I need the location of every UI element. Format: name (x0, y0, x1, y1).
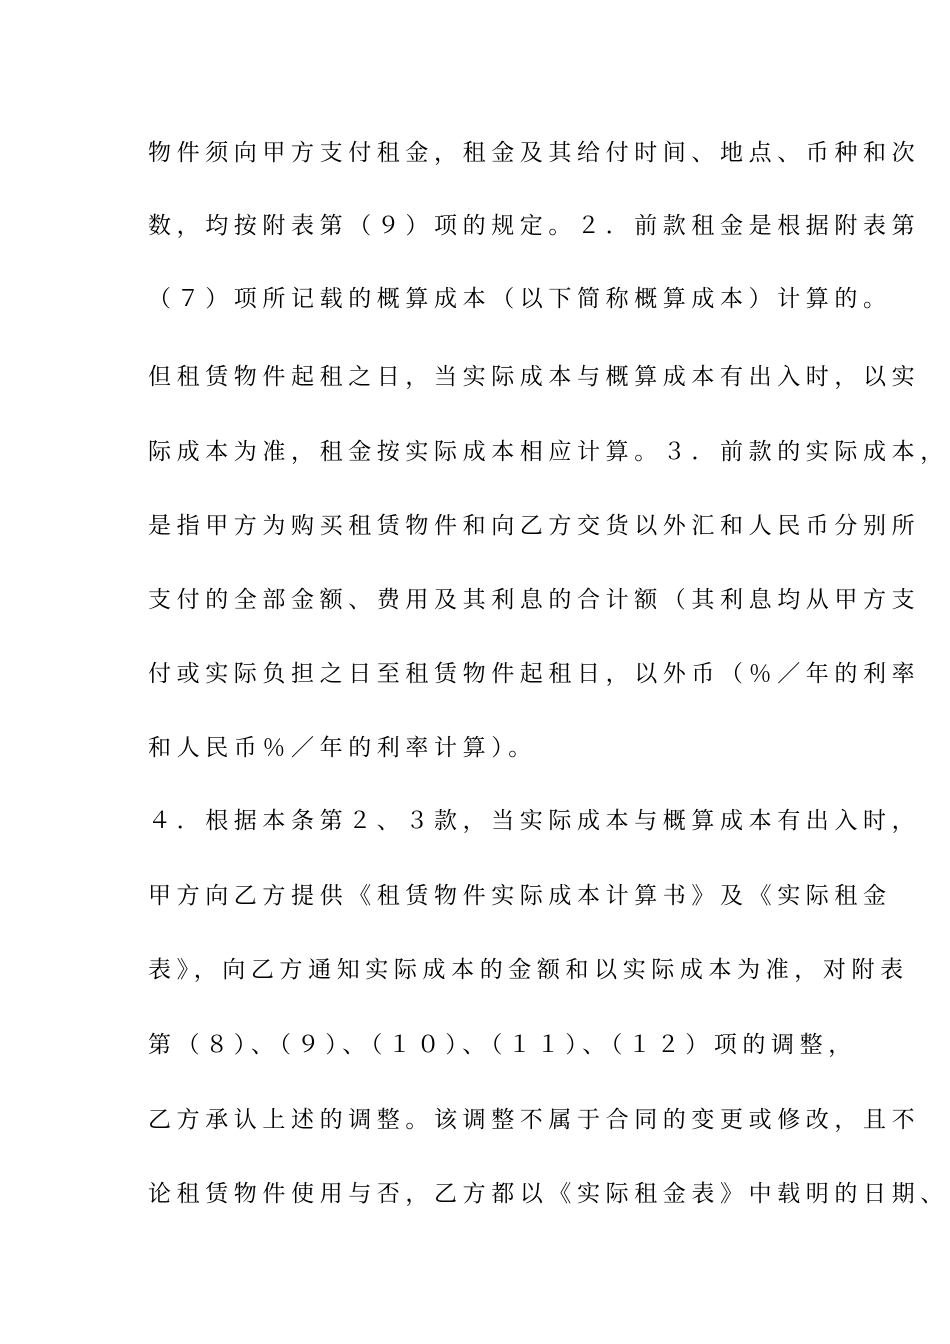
text-line: 和人民币％／年的利率计算）。 (148, 735, 537, 761)
text-line: 付或实际负担之日至租赁物件起租日，以外币（％／年的利率 (148, 661, 921, 687)
text-line: 但租赁物件起租之日，当实际成本与概算成本有出入时，以实 (148, 364, 921, 390)
text-line: 物件须向甲方支付租金，租金及其给付时间、地点、币种和次 (148, 140, 921, 166)
text-line: 第（８）、（９）、（１０）、（１１）、（１２）项的调整， (148, 1032, 857, 1058)
text-line: 论租赁物件使用与否，乙方都以《实际租金表》中载明的日期、 (148, 1181, 949, 1207)
text-line: 数，均按附表第（９）项的规定。２．前款租金是根据附表第 (148, 213, 921, 239)
text-line: 支付的全部金额、费用及其利息的合计额（其利息均从甲方支 (148, 587, 921, 613)
text-line: 际成本为准，租金按实际成本相应计算。３．前款的实际成本， (148, 439, 949, 465)
text-line: 是指甲方为购买租赁物件和向乙方交货以外汇和人民币分别所 (148, 513, 921, 539)
text-line: （７）项所记载的概算成本（以下简称概算成本）计算的。 (148, 286, 892, 312)
text-line: 表》，向乙方通知实际成本的金额和以实际成本为准，对附表 (148, 957, 909, 983)
text-line: 乙方承认上述的调整。该调整不属于合同的变更或修改，且不 (148, 1107, 921, 1133)
text-line: ４．根据本条第２、３款，当实际成本与概算成本有出入时， (148, 808, 921, 834)
text-line: 甲方向乙方提供《租赁物件实际成本计算书》及《实际租金 (148, 883, 892, 909)
